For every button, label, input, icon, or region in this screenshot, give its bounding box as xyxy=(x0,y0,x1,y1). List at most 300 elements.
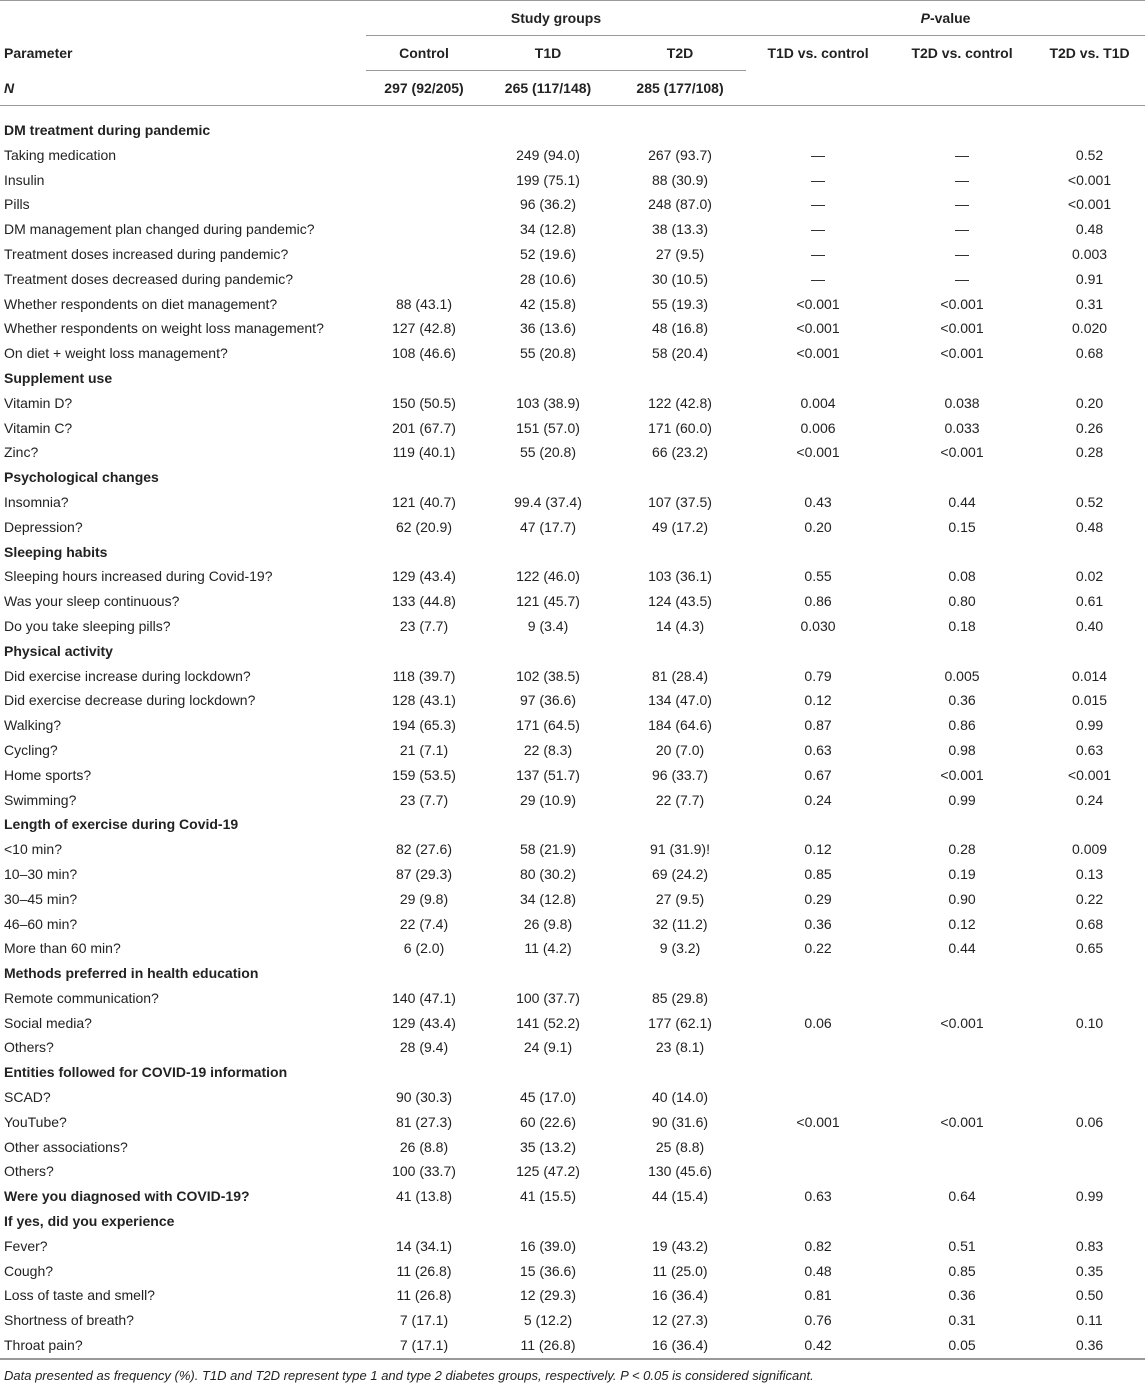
cell-p-t2d-vs-t1d: <0.001 xyxy=(1067,766,1112,783)
row-label: Did exercise decrease during lockdown? xyxy=(4,692,256,709)
row-label: Zinc? xyxy=(4,444,39,461)
table-row xyxy=(0,391,1145,416)
row-label: Pills xyxy=(4,196,30,213)
cell-p-t1d-vs-control: 0.24 xyxy=(804,791,832,808)
cell-t2d: 19 (43.2) xyxy=(651,1237,709,1254)
cell-p-t1d-vs-control: 0.79 xyxy=(804,667,832,684)
cell-t2d: 49 (17.2) xyxy=(651,518,709,535)
cell-p-t1d-vs-control xyxy=(746,1085,890,1110)
body-spacer xyxy=(0,106,1145,119)
cell-t2d: 103 (36.1) xyxy=(648,568,712,585)
cell-p-t2d-vs-t1d: 0.014 xyxy=(1072,667,1108,684)
cell-control: 28 (9.4) xyxy=(399,1039,449,1056)
cell-t2d: 27 (9.5) xyxy=(655,890,705,907)
row-label: Loss of taste and smell? xyxy=(4,1287,155,1304)
row-label: Social media? xyxy=(4,1014,92,1031)
cell-control: 129 (43.4) xyxy=(392,1014,456,1031)
cell-p-t2d-vs-control: — xyxy=(955,146,970,163)
cell-control: 159 (53.5) xyxy=(392,766,456,783)
cell-p-t1d-vs-control: 0.22 xyxy=(804,940,832,957)
cell-control: 82 (27.6) xyxy=(395,841,453,858)
row-label: Vitamin D? xyxy=(4,394,73,411)
cell-p-t2d-vs-t1d: 0.06 xyxy=(1075,1113,1104,1130)
cell-t1d: 34 (12.8) xyxy=(519,221,577,238)
cell-p-t2d-vs-t1d: 0.52 xyxy=(1075,493,1104,510)
cell-p-t2d-vs-t1d: 0.22 xyxy=(1075,890,1104,907)
header-col-t1d-vs-control: T1D vs. control xyxy=(767,45,869,62)
cell-control xyxy=(366,143,482,168)
section-row xyxy=(0,118,1145,143)
row-label: Others? xyxy=(4,1039,54,1056)
table-row xyxy=(0,614,1145,639)
row-label: Throat pain? xyxy=(4,1337,83,1354)
cell-t2d: 40 (14.0) xyxy=(651,1089,709,1106)
body-spacer-cell xyxy=(0,106,1145,119)
header-study-groups: Study groups xyxy=(366,1,746,36)
cell-p-t1d-vs-control: <0.001 xyxy=(796,1113,840,1130)
cell-t1d: 103 (38.9) xyxy=(516,394,580,411)
cell-t2d: 16 (36.4) xyxy=(651,1287,709,1304)
cell-p-t2d-vs-control: 0.005 xyxy=(944,667,980,684)
cell-t2d: 38 (13.3) xyxy=(651,221,709,238)
cell-p-t2d-vs-t1d: <0.001 xyxy=(1067,196,1112,213)
cell-p-t1d-vs-control: <0.001 xyxy=(796,345,840,362)
row-label: Others? xyxy=(4,1163,54,1180)
cell-control: 118 (39.7) xyxy=(392,667,456,684)
cell-p-t2d-vs-control: 0.19 xyxy=(948,865,976,882)
cell-p-t2d-vs-t1d: 0.10 xyxy=(1075,1014,1104,1031)
table-row xyxy=(0,1159,1145,1184)
cell-t1d: 55 (20.8) xyxy=(519,345,577,362)
cell-control xyxy=(366,267,482,292)
cell-t1d: 80 (30.2) xyxy=(519,865,577,882)
table-row xyxy=(0,564,1145,589)
cell-t1d: 42 (15.8) xyxy=(519,295,577,312)
cell-control: 140 (47.1) xyxy=(392,989,456,1006)
cell-p-t2d-vs-t1d: 0.009 xyxy=(1072,841,1108,858)
cell-p-t2d-vs-t1d: 0.24 xyxy=(1075,791,1104,808)
row-label: <10 min? xyxy=(4,841,62,858)
cell-control: 88 (43.1) xyxy=(395,295,453,312)
row-label: Was your sleep continuous? xyxy=(4,593,180,610)
cell-p-t1d-vs-control: 0.48 xyxy=(804,1262,832,1279)
cell-p-t2d-vs-control: 0.44 xyxy=(948,940,976,957)
cell-p-t2d-vs-t1d: 0.28 xyxy=(1075,444,1104,461)
cell-control: 23 (7.7) xyxy=(399,791,449,808)
cell-control: 201 (67.7) xyxy=(392,419,456,436)
cell-p-t1d-vs-control: <0.001 xyxy=(796,444,840,461)
row-label: Home sports? xyxy=(4,766,92,783)
cell-t2d: 248 (87.0) xyxy=(648,196,712,213)
header-col-t2d-vs-control: T2D vs. control xyxy=(911,45,1013,62)
cell-t2d: 69 (24.2) xyxy=(651,865,709,882)
cell-p-t2d-vs-t1d: 0.20 xyxy=(1075,394,1104,411)
cell-t1d: 41 (15.5) xyxy=(519,1188,577,1205)
row-label: SCAD? xyxy=(4,1089,51,1106)
cell-p-t2d-vs-t1d: 0.52 xyxy=(1075,146,1104,163)
table-row xyxy=(0,862,1145,887)
header-p-rest: -value xyxy=(929,10,971,26)
table-row xyxy=(0,986,1145,1011)
cell-t2d: 55 (19.3) xyxy=(651,295,709,312)
table-row xyxy=(0,217,1145,242)
cell-t2d: 134 (47.0) xyxy=(648,692,712,709)
cell-t1d: 58 (21.9) xyxy=(519,841,577,858)
cell-t2d: 122 (42.8) xyxy=(648,394,712,411)
cell-p-t1d-vs-control: — xyxy=(811,196,826,213)
cell-p-t1d-vs-control: 0.12 xyxy=(804,841,832,858)
header-n-empty-3 xyxy=(1034,71,1145,106)
table-row xyxy=(0,490,1145,515)
table-row xyxy=(0,738,1145,763)
cell-p-t2d-vs-t1d xyxy=(1034,986,1145,1011)
cell-p-t2d-vs-control: <0.001 xyxy=(940,320,984,337)
cell-t2d: 171 (60.0) xyxy=(648,419,712,436)
table-row xyxy=(0,316,1145,341)
cell-p-t1d-vs-control: <0.001 xyxy=(796,320,840,337)
cell-t2d: 27 (9.5) xyxy=(655,245,705,262)
cell-t2d: 91 (31.9)! xyxy=(650,841,710,858)
cell-t1d: 34 (12.8) xyxy=(519,890,577,907)
cell-control: 129 (43.4) xyxy=(392,568,456,585)
cell-p-t2d-vs-control: 0.86 xyxy=(948,717,976,734)
cell-p-t2d-vs-t1d: 0.11 xyxy=(1076,1312,1103,1329)
table-row xyxy=(0,1184,1145,1209)
cell-p-t2d-vs-control: 0.12 xyxy=(948,915,976,932)
cell-control: 41 (13.8) xyxy=(395,1188,453,1205)
table-row xyxy=(0,1308,1145,1333)
table-row xyxy=(0,713,1145,738)
cell-p-t2d-vs-t1d: 0.63 xyxy=(1075,741,1104,758)
table-row xyxy=(0,1333,1145,1358)
cell-t1d: 52 (19.6) xyxy=(519,245,577,262)
cell-p-t2d-vs-control: 0.038 xyxy=(944,394,980,411)
cell-p-t2d-vs-control: — xyxy=(955,270,970,287)
cell-t1d: 26 (9.8) xyxy=(523,915,573,932)
cell-t2d: 88 (30.9) xyxy=(651,171,709,188)
cell-control: 26 (8.8) xyxy=(399,1138,449,1155)
cell-control: 21 (7.1) xyxy=(399,741,449,758)
table-row xyxy=(0,688,1145,713)
cell-p-t2d-vs-t1d xyxy=(1034,1135,1145,1160)
table-row xyxy=(0,192,1145,217)
cell-control: 127 (42.8) xyxy=(392,320,456,337)
header-p-italic: P xyxy=(920,10,930,26)
cell-control: 62 (20.9) xyxy=(395,518,453,535)
row-label: Were you diagnosed with COVID-19? xyxy=(4,1188,250,1205)
row-label: Vitamin C? xyxy=(4,419,73,436)
table-row xyxy=(0,515,1145,540)
cell-p-t2d-vs-t1d: <0.001 xyxy=(1067,171,1112,188)
header-col-t2d-vs-t1d: T2D vs. T1D xyxy=(1049,45,1130,62)
table-row xyxy=(0,1110,1145,1135)
cell-t1d: 102 (38.5) xyxy=(516,667,580,684)
table-row xyxy=(0,589,1145,614)
table-row xyxy=(0,168,1145,193)
table-row xyxy=(0,1259,1145,1284)
cell-p-t1d-vs-control: 0.86 xyxy=(804,593,832,610)
cell-t2d: 267 (93.7) xyxy=(648,146,712,163)
cell-p-t2d-vs-t1d: 0.31 xyxy=(1075,295,1104,312)
header-p-value xyxy=(746,1,1145,36)
cell-t2d: 11 (25.0) xyxy=(652,1262,708,1279)
table-row xyxy=(0,242,1145,267)
cell-p-t1d-vs-control: 0.36 xyxy=(804,915,832,932)
table-footnote: Data presented as frequency (%). T1D and T2D represent type 1 and type 2 diabetes groups, respectively. P < 0.05 is considered significant. xyxy=(0,1359,1145,1383)
table-row xyxy=(0,1011,1145,1036)
cell-t2d: 25 (8.8) xyxy=(655,1138,705,1155)
cell-control: 81 (27.3) xyxy=(395,1113,453,1130)
cell-t1d: 11 (4.2) xyxy=(524,940,572,957)
section-row xyxy=(0,1209,1145,1234)
cell-t1d: 28 (10.6) xyxy=(519,270,577,287)
cell-p-t2d-vs-control: 0.90 xyxy=(948,890,976,907)
cell-p-t2d-vs-t1d: 0.91 xyxy=(1075,270,1104,287)
section-label: Supplement use xyxy=(4,369,113,386)
cell-p-t2d-vs-t1d: 0.65 xyxy=(1075,940,1104,957)
table-row xyxy=(0,788,1145,813)
cell-p-t2d-vs-control: 0.98 xyxy=(948,741,976,758)
cell-t1d: 5 (12.2) xyxy=(523,1312,573,1329)
section-label: Psychological changes xyxy=(4,469,159,486)
cell-t1d: 29 (10.9) xyxy=(519,791,577,808)
cell-p-t2d-vs-control: 0.31 xyxy=(948,1312,976,1329)
cell-p-t1d-vs-control: 0.43 xyxy=(804,493,832,510)
row-label: Insomnia? xyxy=(4,493,69,510)
cell-p-t1d-vs-control xyxy=(746,1159,890,1184)
cell-p-t2d-vs-control: <0.001 xyxy=(940,345,984,362)
cell-p-t1d-vs-control: 0.006 xyxy=(800,419,836,436)
table-row xyxy=(0,1283,1145,1308)
section-row xyxy=(0,639,1145,664)
cell-p-t2d-vs-t1d: 0.13 xyxy=(1075,865,1104,882)
row-label: Whether respondents on weight loss management? xyxy=(4,320,324,337)
cell-t1d: 55 (20.8) xyxy=(519,444,577,461)
cell-p-t2d-vs-t1d xyxy=(1034,1159,1145,1184)
cell-t2d: 90 (31.6) xyxy=(651,1113,709,1130)
cell-p-t2d-vs-control xyxy=(890,1135,1034,1160)
cell-p-t2d-vs-t1d: 0.83 xyxy=(1075,1237,1104,1254)
cell-p-t2d-vs-t1d: 0.68 xyxy=(1075,915,1104,932)
cell-p-t2d-vs-t1d: 0.35 xyxy=(1075,1262,1104,1279)
cell-t2d: 96 (33.7) xyxy=(651,766,709,783)
cell-p-t2d-vs-control: 0.033 xyxy=(944,419,980,436)
cell-control: 121 (40.7) xyxy=(392,493,456,510)
row-label: Treatment doses decreased during pandemic? xyxy=(4,270,293,287)
header-n-control: 297 (92/205) xyxy=(384,80,464,96)
row-label: Taking medication xyxy=(4,146,117,163)
row-label: Insulin xyxy=(4,171,45,188)
section-label: Physical activity xyxy=(4,642,113,659)
cell-control: 29 (9.8) xyxy=(399,890,449,907)
cell-t1d: 15 (36.6) xyxy=(519,1262,577,1279)
row-label: On diet + weight loss management? xyxy=(4,345,228,362)
cell-t1d: 12 (29.3) xyxy=(519,1287,577,1304)
table-row xyxy=(0,936,1145,961)
cell-p-t1d-vs-control: — xyxy=(811,171,826,188)
cell-t1d: 47 (17.7) xyxy=(519,518,577,535)
cell-p-t1d-vs-control: 0.06 xyxy=(804,1014,832,1031)
cell-p-t2d-vs-control xyxy=(890,1159,1034,1184)
section-row xyxy=(0,465,1145,490)
cell-p-t2d-vs-t1d: 0.40 xyxy=(1075,617,1104,634)
table-row xyxy=(0,763,1145,788)
cell-p-t1d-vs-control: 0.85 xyxy=(804,865,832,882)
header-col-t2d: T2D xyxy=(614,36,746,71)
cell-t2d: 130 (45.6) xyxy=(648,1163,712,1180)
cell-p-t1d-vs-control: 0.42 xyxy=(804,1337,832,1354)
cell-p-t2d-vs-t1d: 0.99 xyxy=(1075,717,1104,734)
cell-p-t2d-vs-t1d: 0.50 xyxy=(1075,1287,1104,1304)
table-row xyxy=(0,416,1145,441)
section-row xyxy=(0,961,1145,986)
section-label: Sleeping habits xyxy=(4,543,108,560)
cell-p-t2d-vs-control: 0.08 xyxy=(948,568,976,585)
table-row xyxy=(0,1234,1145,1259)
cell-control: 133 (44.8) xyxy=(392,593,456,610)
cell-control: 108 (46.6) xyxy=(392,345,456,362)
cell-control: 11 (26.8) xyxy=(396,1262,452,1279)
row-label: Depression? xyxy=(4,518,83,535)
cell-p-t1d-vs-control: 0.76 xyxy=(804,1312,832,1329)
cell-t2d: 44 (15.4) xyxy=(651,1188,709,1205)
cell-t2d: 14 (4.3) xyxy=(655,617,705,634)
cell-p-t2d-vs-t1d: 0.61 xyxy=(1075,593,1104,610)
row-label: Treatment doses increased during pandemic? xyxy=(4,245,289,262)
cell-p-t2d-vs-control: — xyxy=(955,171,970,188)
cell-p-t2d-vs-control: 0.28 xyxy=(948,841,976,858)
cell-t2d: 177 (62.1) xyxy=(648,1014,712,1031)
cell-p-t1d-vs-control: 0.29 xyxy=(804,890,832,907)
row-label: Other associations? xyxy=(4,1138,128,1155)
row-label: Sleeping hours increased during Covid-19? xyxy=(4,568,273,585)
cell-p-t2d-vs-t1d: 0.48 xyxy=(1075,518,1104,535)
cell-t1d: 199 (75.1) xyxy=(516,171,580,188)
cell-t2d: 81 (28.4) xyxy=(651,667,709,684)
cell-p-t2d-vs-control: <0.001 xyxy=(940,295,984,312)
row-label: Fever? xyxy=(4,1237,48,1254)
cell-p-t2d-vs-t1d: 0.015 xyxy=(1072,692,1108,709)
cell-t2d: 23 (8.1) xyxy=(655,1039,705,1056)
cell-p-t2d-vs-t1d: 0.68 xyxy=(1075,345,1104,362)
cell-p-t2d-vs-control: <0.001 xyxy=(940,1113,984,1130)
table-row xyxy=(0,1035,1145,1060)
table-row xyxy=(0,341,1145,366)
table-row xyxy=(0,912,1145,937)
cell-control: 23 (7.7) xyxy=(399,617,449,634)
cell-p-t1d-vs-control: — xyxy=(811,270,826,287)
section-label: Length of exercise during Covid-19 xyxy=(4,816,239,833)
cell-p-t1d-vs-control: — xyxy=(811,221,826,238)
section-row xyxy=(0,812,1145,837)
cell-p-t2d-vs-control xyxy=(890,1085,1034,1110)
cell-p-t2d-vs-control: 0.36 xyxy=(948,1287,976,1304)
cell-p-t2d-vs-t1d: 0.003 xyxy=(1072,245,1108,262)
cell-p-t2d-vs-control xyxy=(890,1035,1034,1060)
table-row xyxy=(0,664,1145,689)
cell-control: 7 (17.1) xyxy=(399,1312,449,1329)
cell-control xyxy=(366,217,482,242)
header-spacer xyxy=(0,1,366,36)
cell-p-t2d-vs-control: 0.15 xyxy=(948,518,976,535)
header-parameter: Parameter xyxy=(4,45,73,61)
header-n-t1d: 265 (117/148) xyxy=(504,80,592,96)
table-body xyxy=(0,106,1145,1359)
cell-t1d: 249 (94.0) xyxy=(516,146,580,163)
cell-control: 128 (43.1) xyxy=(392,692,456,709)
cell-control xyxy=(366,242,482,267)
cell-p-t1d-vs-control: 0.87 xyxy=(804,717,832,734)
cell-control xyxy=(366,168,482,193)
cell-p-t2d-vs-t1d xyxy=(1034,1085,1145,1110)
cell-p-t1d-vs-control: — xyxy=(811,146,826,163)
cell-t2d: 124 (43.5) xyxy=(648,593,712,610)
cell-p-t2d-vs-t1d xyxy=(1034,1035,1145,1060)
cell-t1d: 137 (51.7) xyxy=(516,766,580,783)
cell-control: 194 (65.3) xyxy=(392,717,456,734)
cell-p-t1d-vs-control: 0.63 xyxy=(804,1188,832,1205)
cell-t1d: 16 (39.0) xyxy=(519,1237,577,1254)
cell-p-t1d-vs-control: 0.004 xyxy=(800,394,836,411)
cell-control: 119 (40.1) xyxy=(392,444,456,461)
section-label: If yes, did you experience xyxy=(4,1213,175,1230)
cell-p-t2d-vs-control: <0.001 xyxy=(940,1014,984,1031)
cell-p-t1d-vs-control: 0.55 xyxy=(804,568,832,585)
cell-p-t2d-vs-t1d: 0.020 xyxy=(1072,320,1108,337)
cell-p-t2d-vs-control: — xyxy=(955,245,970,262)
row-label: Cycling? xyxy=(4,741,58,758)
row-label: Whether respondents on diet management? xyxy=(4,295,278,312)
cell-p-t2d-vs-t1d: 0.26 xyxy=(1075,419,1104,436)
row-label: Did exercise increase during lockdown? xyxy=(4,667,251,684)
cell-p-t2d-vs-control: <0.001 xyxy=(940,766,984,783)
cell-t2d: 16 (36.4) xyxy=(651,1337,709,1354)
cell-t2d: 22 (7.7) xyxy=(655,791,705,808)
table-row xyxy=(0,267,1145,292)
cell-t1d: 9 (3.4) xyxy=(527,617,569,634)
cell-t2d: 20 (7.0) xyxy=(655,741,705,758)
table-row xyxy=(0,1135,1145,1160)
cell-p-t2d-vs-t1d: 0.48 xyxy=(1075,221,1104,238)
cell-p-t2d-vs-control: 0.80 xyxy=(948,593,976,610)
cell-t2d: 48 (16.8) xyxy=(651,320,709,337)
section-row xyxy=(0,540,1145,565)
row-label: Do you take sleeping pills? xyxy=(4,617,171,634)
cell-p-t1d-vs-control: 0.82 xyxy=(804,1237,832,1254)
cell-t2d: 58 (20.4) xyxy=(651,345,709,362)
header-n-empty-2 xyxy=(890,71,1034,106)
cell-t2d: 32 (11.2) xyxy=(652,915,708,932)
cell-p-t2d-vs-t1d: 0.99 xyxy=(1075,1188,1104,1205)
cell-t2d: 12 (27.3) xyxy=(651,1312,709,1329)
cell-t1d: 97 (36.6) xyxy=(519,692,577,709)
cell-p-t1d-vs-control xyxy=(746,1035,890,1060)
cell-p-t2d-vs-control: 0.44 xyxy=(948,493,976,510)
header-col-t1d: T1D xyxy=(482,36,614,71)
cell-control: 150 (50.5) xyxy=(392,394,456,411)
cell-p-t2d-vs-t1d: 0.36 xyxy=(1075,1337,1104,1354)
cell-t2d: 30 (10.5) xyxy=(651,270,709,287)
cell-p-t2d-vs-control: 0.18 xyxy=(948,617,976,634)
cell-control: 22 (7.4) xyxy=(399,915,449,932)
cell-t1d: 151 (57.0) xyxy=(516,419,580,436)
cell-t1d: 99.4 (37.4) xyxy=(514,493,582,510)
cell-t2d: 184 (64.6) xyxy=(648,717,712,734)
cell-control: 14 (34.1) xyxy=(395,1237,453,1254)
section-label: Entities followed for COVID-19 information xyxy=(4,1064,288,1081)
cell-t1d: 22 (8.3) xyxy=(523,741,573,758)
cell-t1d: 35 (13.2) xyxy=(519,1138,577,1155)
